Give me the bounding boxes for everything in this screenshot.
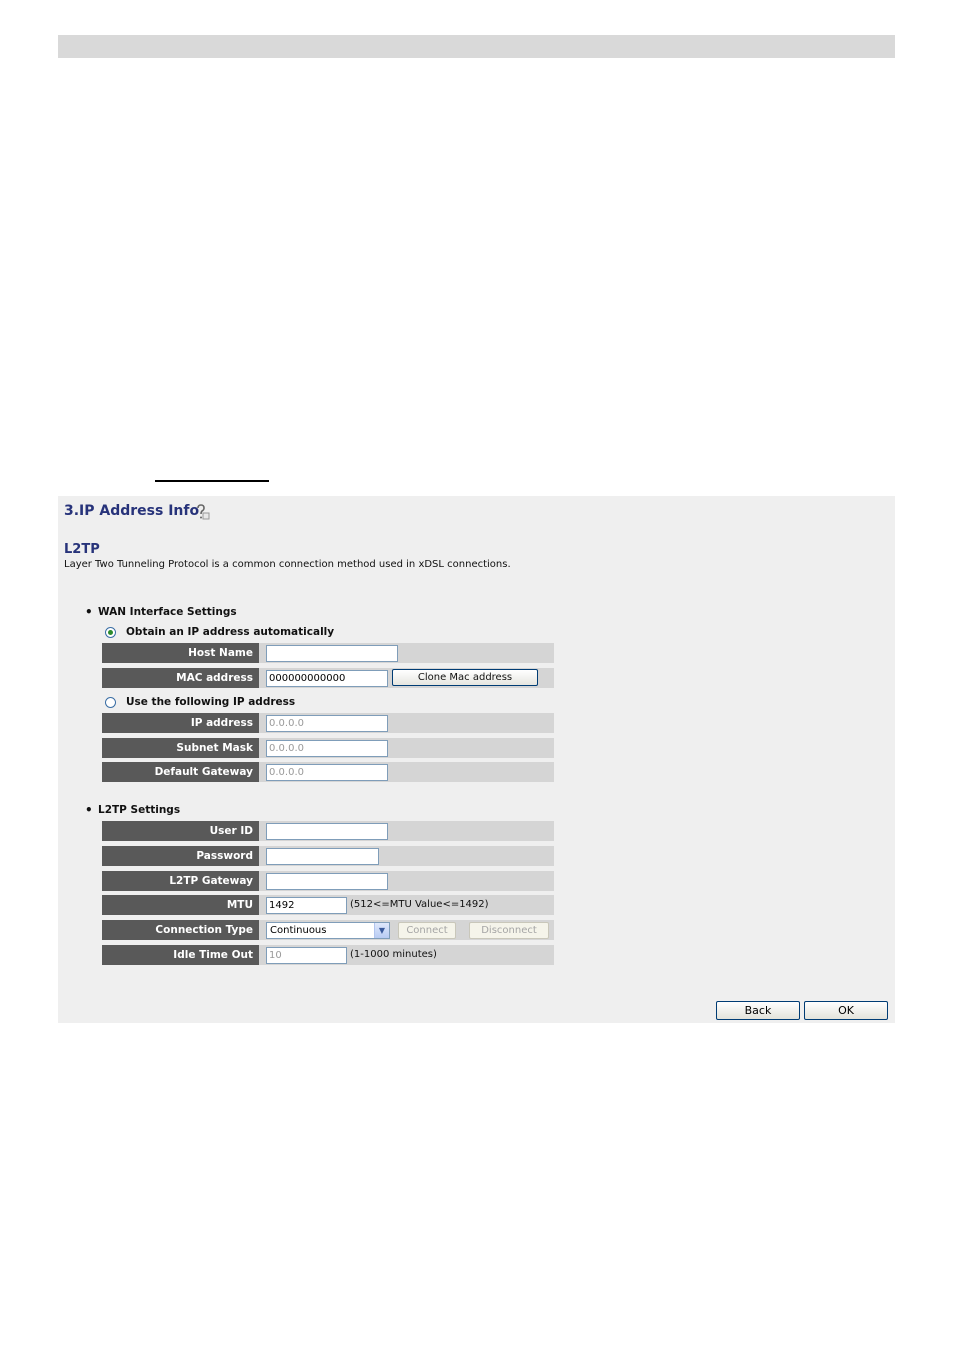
mac-address-input[interactable]: 000000000000	[266, 670, 388, 687]
section-title: 3.IP Address Info	[64, 503, 200, 519]
ip-address-label: IP address	[102, 713, 259, 733]
l2tp-gateway-label: L2TP Gateway	[102, 871, 259, 891]
use-following-label: Use the following IP address	[126, 696, 296, 708]
connect-button[interactable]: Connect	[398, 922, 456, 939]
password-row	[102, 846, 554, 866]
help-icon[interactable]	[194, 504, 210, 520]
ip-address-info-panel	[58, 496, 895, 1023]
host-name-label: Host Name	[102, 643, 259, 663]
protocol-title: L2TP	[64, 542, 100, 557]
underline-rule	[155, 480, 269, 482]
ok-button[interactable]: OK	[804, 1001, 888, 1020]
protocol-description: Layer Two Tunneling Protocol is a common connection method used in xDSL connections.	[64, 559, 511, 570]
top-gray-bar	[58, 35, 895, 58]
mac-address-label: MAC address	[102, 668, 259, 688]
connection-type-select[interactable]	[266, 922, 390, 939]
use-following-option[interactable]	[105, 696, 295, 708]
default-gateway-label: Default Gateway	[102, 762, 259, 782]
password-label: Password	[102, 846, 259, 866]
chevron-down-icon[interactable]: ▼	[374, 923, 389, 938]
idle-time-out-hint: (1-1000 minutes)	[350, 949, 437, 960]
connection-type-value: Continuous	[270, 925, 327, 936]
l2tp-settings-heading: • L2TP Settings	[98, 804, 180, 816]
l2tp-gateway-row	[102, 871, 554, 891]
default-gateway-input[interactable]: 0.0.0.0	[266, 764, 388, 781]
user-id-input[interactable]	[266, 823, 388, 840]
host-name-input[interactable]	[266, 645, 398, 662]
subnet-mask-row	[102, 738, 554, 758]
disconnect-button[interactable]: Disconnect	[469, 922, 549, 939]
mtu-input[interactable]: 1492	[266, 897, 347, 914]
obtain-auto-option[interactable]	[105, 626, 334, 638]
subnet-mask-input[interactable]: 0.0.0.0	[266, 740, 388, 757]
mtu-hint: (512<=MTU Value<=1492)	[350, 899, 489, 910]
host-name-row	[102, 643, 554, 663]
obtain-auto-label: Obtain an IP address automatically	[126, 626, 335, 638]
l2tp-gateway-input[interactable]	[266, 873, 388, 890]
ip-address-row	[102, 713, 554, 733]
mtu-row	[102, 895, 554, 915]
idle-time-out-input[interactable]: 10	[266, 947, 347, 964]
user-id-row	[102, 821, 554, 841]
idle-time-out-label: Idle Time Out	[102, 945, 259, 965]
subnet-mask-label: Subnet Mask	[102, 738, 259, 758]
mac-address-row	[102, 668, 554, 688]
user-id-label: User ID	[102, 821, 259, 841]
idle-time-out-row	[102, 945, 554, 965]
connection-type-row	[102, 920, 554, 940]
obtain-auto-radio[interactable]	[105, 627, 116, 638]
back-button[interactable]: Back	[716, 1001, 800, 1020]
clone-mac-button[interactable]: Clone Mac address	[392, 669, 538, 686]
use-following-radio[interactable]	[105, 697, 116, 708]
mtu-label: MTU	[102, 895, 259, 915]
password-input[interactable]	[266, 848, 379, 865]
wan-settings-heading: • WAN Interface Settings	[98, 606, 237, 618]
default-gateway-row	[102, 762, 554, 782]
ip-address-input[interactable]: 0.0.0.0	[266, 715, 388, 732]
connection-type-label: Connection Type	[102, 920, 259, 940]
